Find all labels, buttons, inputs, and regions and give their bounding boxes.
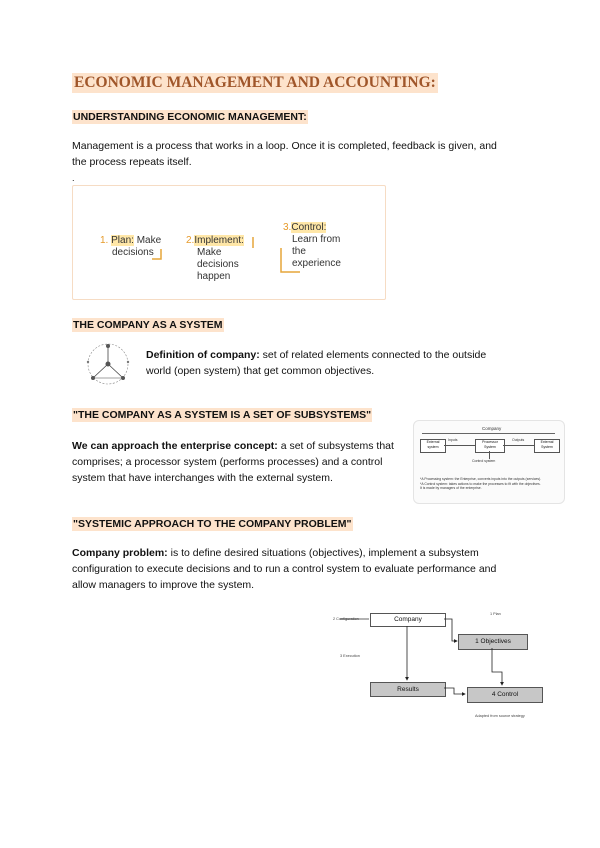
dfd-external-left: External system bbox=[420, 439, 446, 453]
enterprise-line3: system that have interchanges with the external system. bbox=[72, 472, 333, 484]
document-title: ECONOMIC MANAGEMENT AND ACCOUNTING: bbox=[74, 74, 436, 91]
configuration-label: 2 Configuration bbox=[333, 617, 359, 621]
dfd-control-system: Control system bbox=[472, 459, 496, 463]
control-bracket-icon bbox=[278, 246, 302, 276]
company-problem-paragraph bbox=[72, 545, 542, 593]
problem-line2: configuration to execute decisions and to run a control system to evaluate performance and bbox=[72, 563, 497, 575]
management-para-line1: Management is a process that works in a loop. Once it is completed, feedback is given, and bbox=[72, 140, 497, 152]
dfd-output-arrow bbox=[503, 445, 534, 446]
definition-line1: set of related elements connected to the outside bbox=[259, 349, 487, 361]
company-problem-term: Company problem: bbox=[72, 547, 168, 559]
results-box: Results bbox=[370, 682, 446, 697]
plan-label: 1 Plan bbox=[490, 612, 501, 616]
subsystems-diagram bbox=[413, 420, 565, 504]
step-control-line2: the bbox=[292, 246, 306, 257]
step-implement-line3: happen bbox=[197, 271, 231, 282]
dfd-external-right: External System bbox=[534, 439, 560, 453]
objectives-box: 1 Objectives bbox=[458, 634, 528, 650]
step-control-line3: experience bbox=[292, 258, 341, 269]
dfd-caption-line2: *A Control system: takes actions to make the processes to fit with the objectives. bbox=[420, 481, 541, 486]
step-implement-line1: Make bbox=[197, 247, 222, 258]
step-control-line1: Learn from bbox=[292, 234, 341, 245]
dfd-caption bbox=[420, 477, 562, 491]
systemic-flow-arrows bbox=[330, 600, 560, 710]
step-implement-number: 2. bbox=[186, 235, 195, 246]
enterprise-concept-paragraph bbox=[72, 438, 407, 486]
system-network-icon bbox=[80, 340, 136, 388]
stray-dot: . bbox=[72, 173, 75, 183]
company-box: Company bbox=[370, 613, 446, 627]
dfd-processor: Processor System bbox=[475, 439, 505, 453]
dfd-input-arrow bbox=[444, 445, 475, 446]
definition-term: Definition of company: bbox=[146, 349, 260, 361]
execution-label: 3 Execution bbox=[340, 654, 360, 658]
enterprise-line1: a set of subsystems that bbox=[277, 440, 394, 452]
step-control-title: Control: bbox=[291, 222, 327, 233]
management-paragraph bbox=[72, 138, 542, 170]
heading-systemic-approach: "SYSTEMIC APPROACH TO THE COMPANY PROBLEM" bbox=[73, 518, 352, 530]
systemic-caption: Adapted from source strategy bbox=[475, 714, 525, 718]
step-control-number: 3. bbox=[283, 222, 292, 233]
control-box: 4 Control bbox=[467, 687, 543, 703]
step-implement-title: Implement: bbox=[194, 235, 244, 246]
management-loop-diagram bbox=[72, 185, 386, 300]
step-plan-title: Plan: bbox=[111, 235, 134, 246]
problem-line1: is to define desired situations (objectives), implement a subsystem bbox=[167, 547, 479, 559]
dfd-top-line bbox=[422, 433, 555, 434]
enterprise-concept-term: We can approach the enterprise concept: bbox=[72, 440, 278, 452]
step-plan-line2: decisions bbox=[112, 247, 154, 258]
step-implement-line2: decisions bbox=[197, 259, 239, 270]
problem-line3: allow managers to improve the system. bbox=[72, 579, 255, 591]
dfd-company-label: Company bbox=[482, 426, 502, 431]
dfd-inputs-label: Inputs bbox=[448, 438, 458, 442]
definition-line2: world (open system) that get common objectives. bbox=[146, 365, 375, 377]
heading-set-of-subsystems: "THE COMPANY AS A SYSTEM IS A SET OF SUBSYSTEMS" bbox=[73, 409, 372, 421]
management-para-line2: the process repeats itself. bbox=[72, 156, 192, 168]
plan-bracket-icon bbox=[151, 248, 165, 262]
step-plan-number: 1. bbox=[100, 235, 109, 246]
implement-mark-icon bbox=[249, 236, 257, 250]
step-plan-line1: Make bbox=[133, 235, 162, 246]
dfd-caption-line1: *A Processing system: the Enterprise, converts inputs into the outputs (services). bbox=[420, 477, 542, 481]
dfd-caption-line3: It is made by managers of the enterprise. bbox=[420, 486, 482, 490]
company-definition bbox=[146, 347, 516, 379]
heading-understanding-management: UNDERSTANDING ECONOMIC MANAGEMENT: bbox=[73, 111, 307, 123]
enterprise-line2: comprises; a processor system (performs processes) and a control bbox=[72, 456, 383, 468]
dfd-outputs-label: Outputs bbox=[512, 438, 525, 442]
heading-company-as-system: THE COMPANY AS A SYSTEM bbox=[73, 319, 223, 331]
dfd-vertical-link bbox=[489, 451, 490, 459]
